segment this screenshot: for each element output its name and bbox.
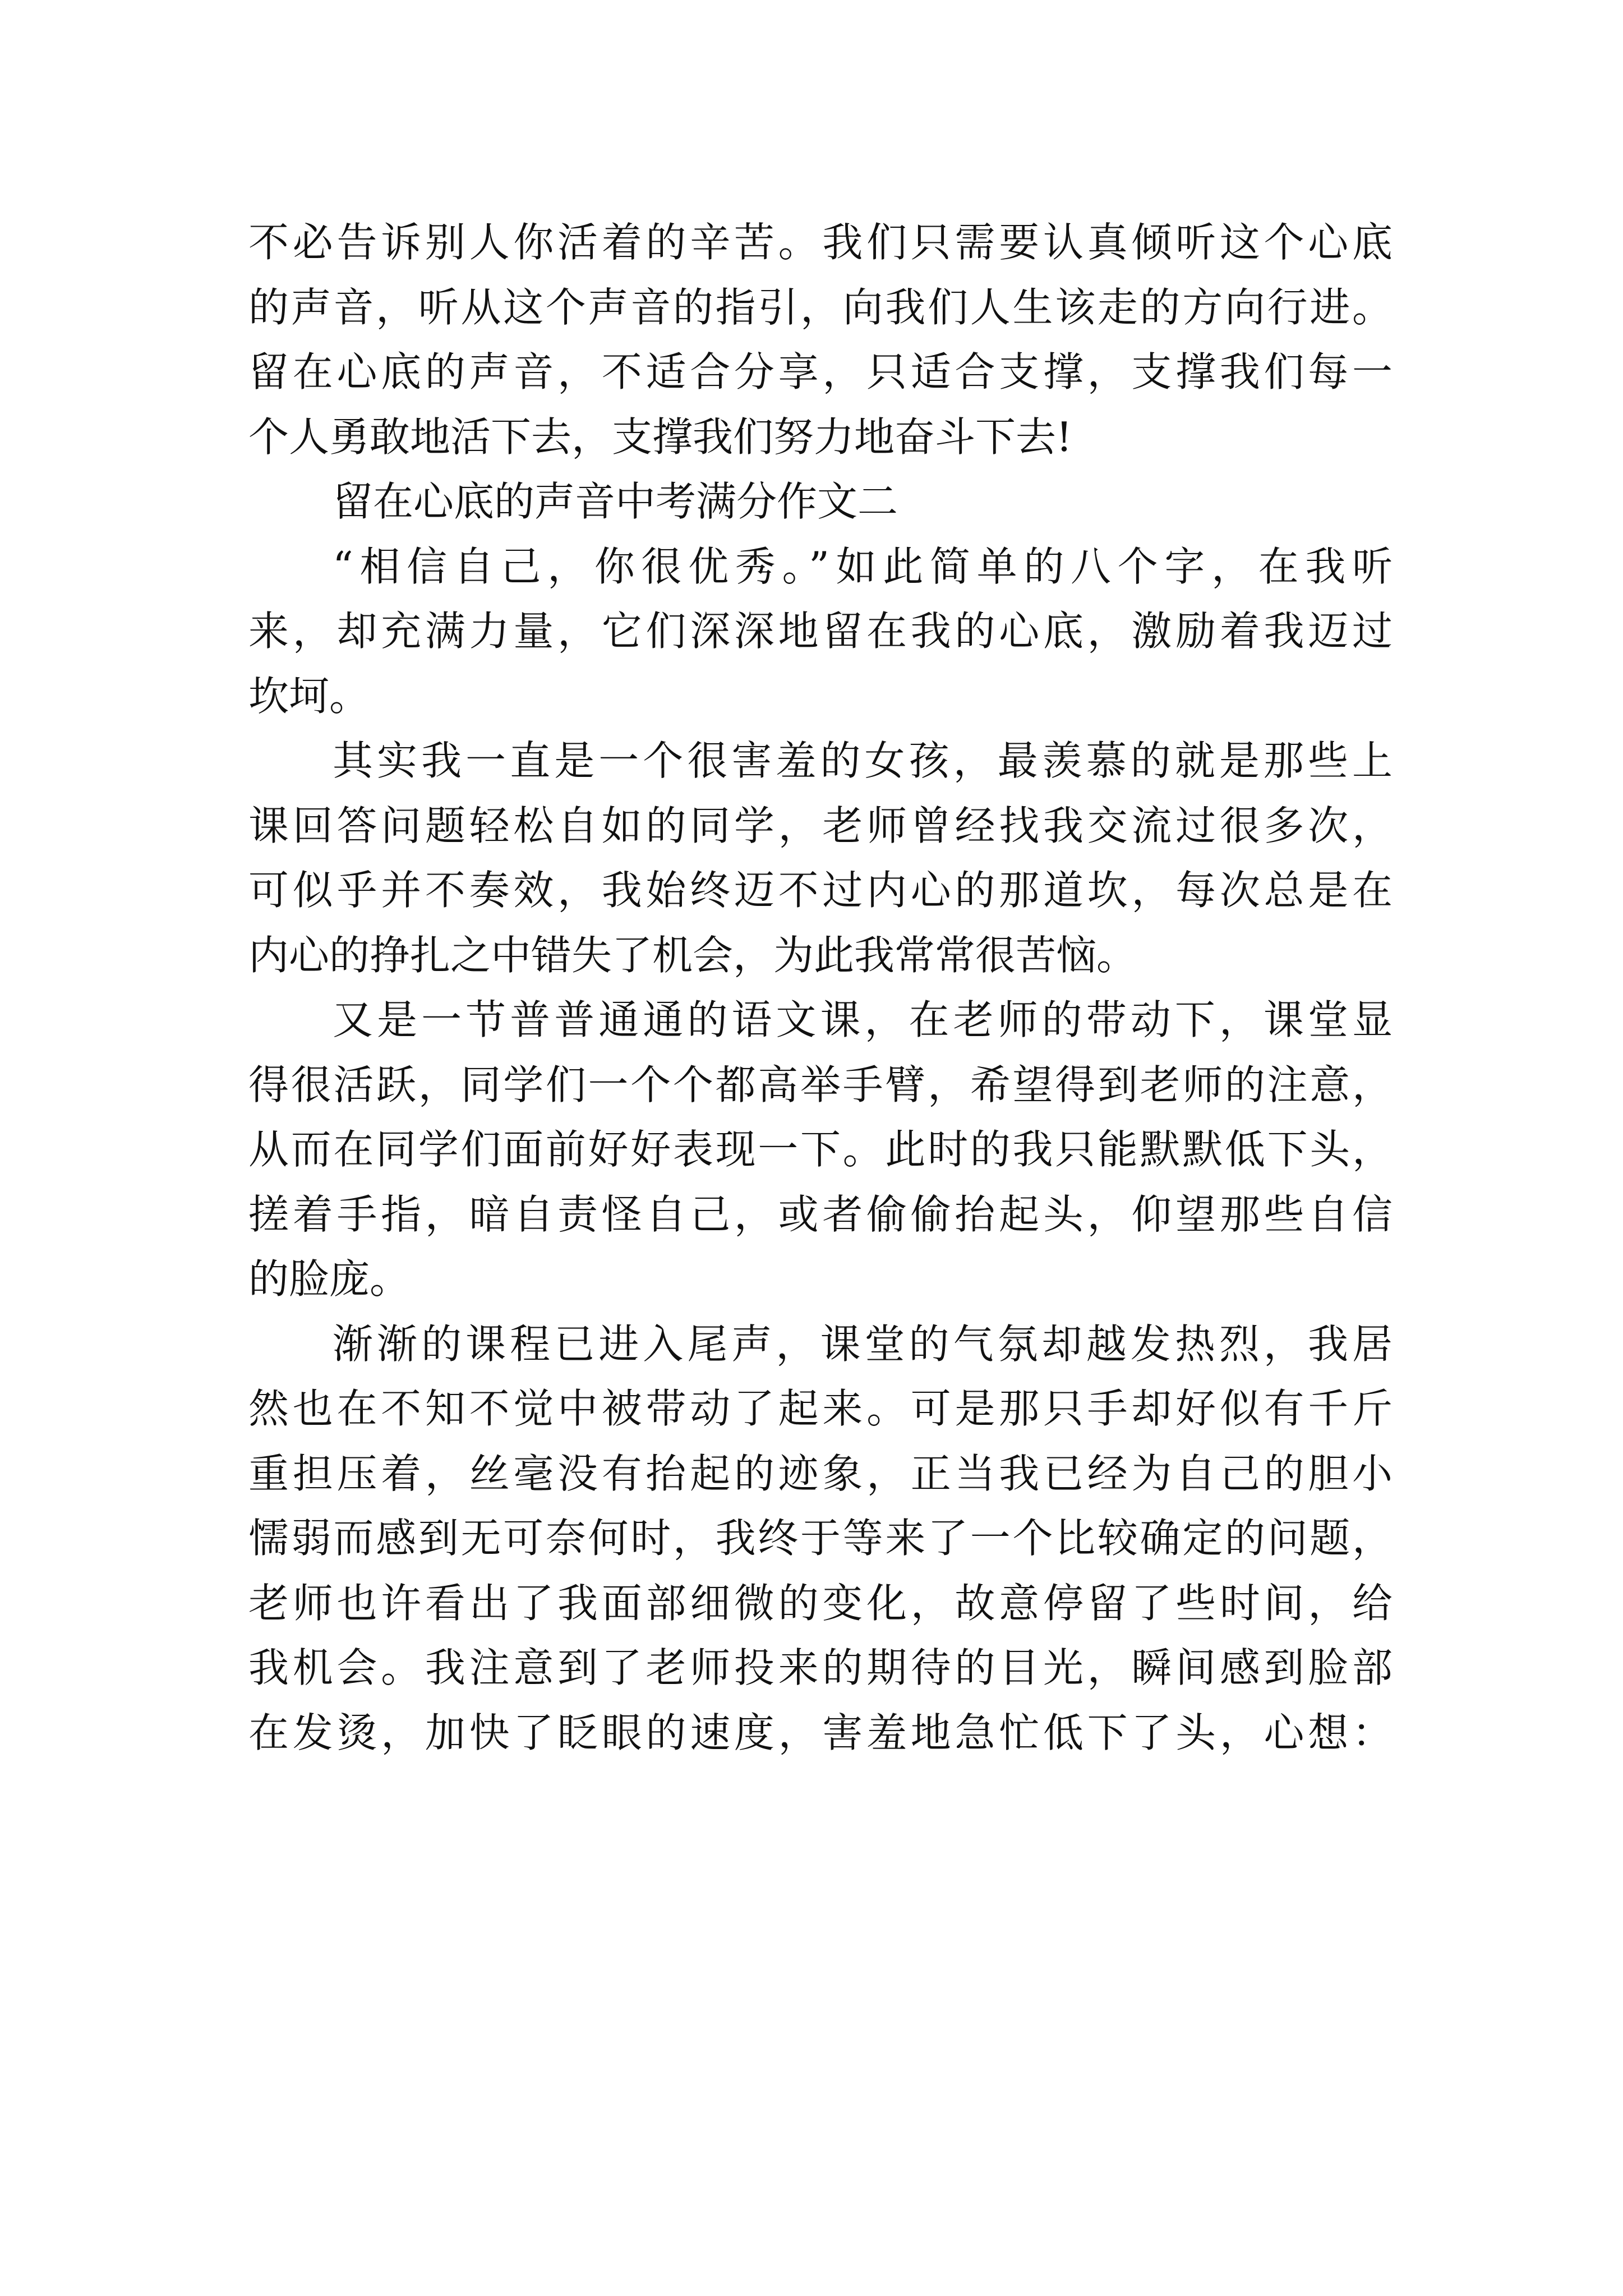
text-line: 课回答问题轻松自如的同学，老师曾经找我交流过很多次， bbox=[248, 802, 1393, 849]
text-line: 懦弱而感到无可奈何时，我终于等来了一个比较确定的问题， bbox=[248, 1515, 1393, 1562]
text-line: 我机会。我注意到了老师投来的期待的目光，瞬间感到脸部 bbox=[248, 1644, 1393, 1691]
text-line: 内心的挣扎之中错失了机会，为此我常常很苦恼。 bbox=[248, 931, 1137, 979]
article-body bbox=[248, 210, 1393, 1765]
text-line: 留在心底的声音，不适合分享，只适合支撑，支撑我们每一 bbox=[248, 348, 1393, 395]
text-line: 从而在同学们面前好好表现一下。此时的我只能默默低下头， bbox=[248, 1126, 1393, 1173]
text-line: 搓着手指，暗自责怪自己，或者偷偷抬起头，仰望那些自信 bbox=[248, 1190, 1393, 1238]
text-line: 个人勇敢地活下去，支撑我们努力地奋斗下去! bbox=[248, 413, 1072, 461]
text-line: 然也在不知不觉中被带动了起来。可是那只手却好似有千斤 bbox=[248, 1385, 1393, 1432]
paragraph-first-line: “相信自己，你很优秀。”如此简单的八个字，在我听 bbox=[333, 542, 1393, 590]
text-line: 老师也许看出了我面部细微的变化，故意停留了些时间，给 bbox=[248, 1579, 1393, 1627]
text-line: 的声音，听从这个声音的指引，向我们人生该走的方向行进。 bbox=[248, 283, 1393, 331]
text-line: 在发烫，加快了眨眼的速度，害羞地急忙低下了头，心想： bbox=[248, 1709, 1393, 1756]
paragraph-first-line: 其实我一直是一个很害羞的女孩，最羡慕的就是那些上 bbox=[333, 737, 1393, 784]
text-line: 得很活跃，同学们一个个都高举手臂，希望得到老师的注意， bbox=[248, 1061, 1393, 1108]
text-line: 来，却充满力量，它们深深地留在我的心底，激励着我迈过 bbox=[248, 608, 1393, 655]
paragraph-first-line: 又是一节普普通通的语文课，在老师的带动下，课堂显 bbox=[333, 996, 1393, 1043]
text-line: 不必告诉别人你活着的辛苦。我们只需要认真倾听这个心底 bbox=[248, 219, 1393, 266]
paragraph-first-line: 渐渐的课程已进入尾声，课堂的气氛却越发热烈，我居 bbox=[333, 1320, 1393, 1368]
section-heading: 留在心底的声音中考满分作文二 bbox=[333, 478, 898, 525]
text-line: 的脸庞。 bbox=[248, 1255, 411, 1303]
text-line: 可似乎并不奏效，我始终迈不过内心的那道坎，每次总是在 bbox=[248, 867, 1393, 914]
text-line: 坎坷。 bbox=[248, 672, 370, 720]
text-line: 重担压着，丝毫没有抬起的迹象，正当我已经为自己的胆小 bbox=[248, 1450, 1393, 1497]
